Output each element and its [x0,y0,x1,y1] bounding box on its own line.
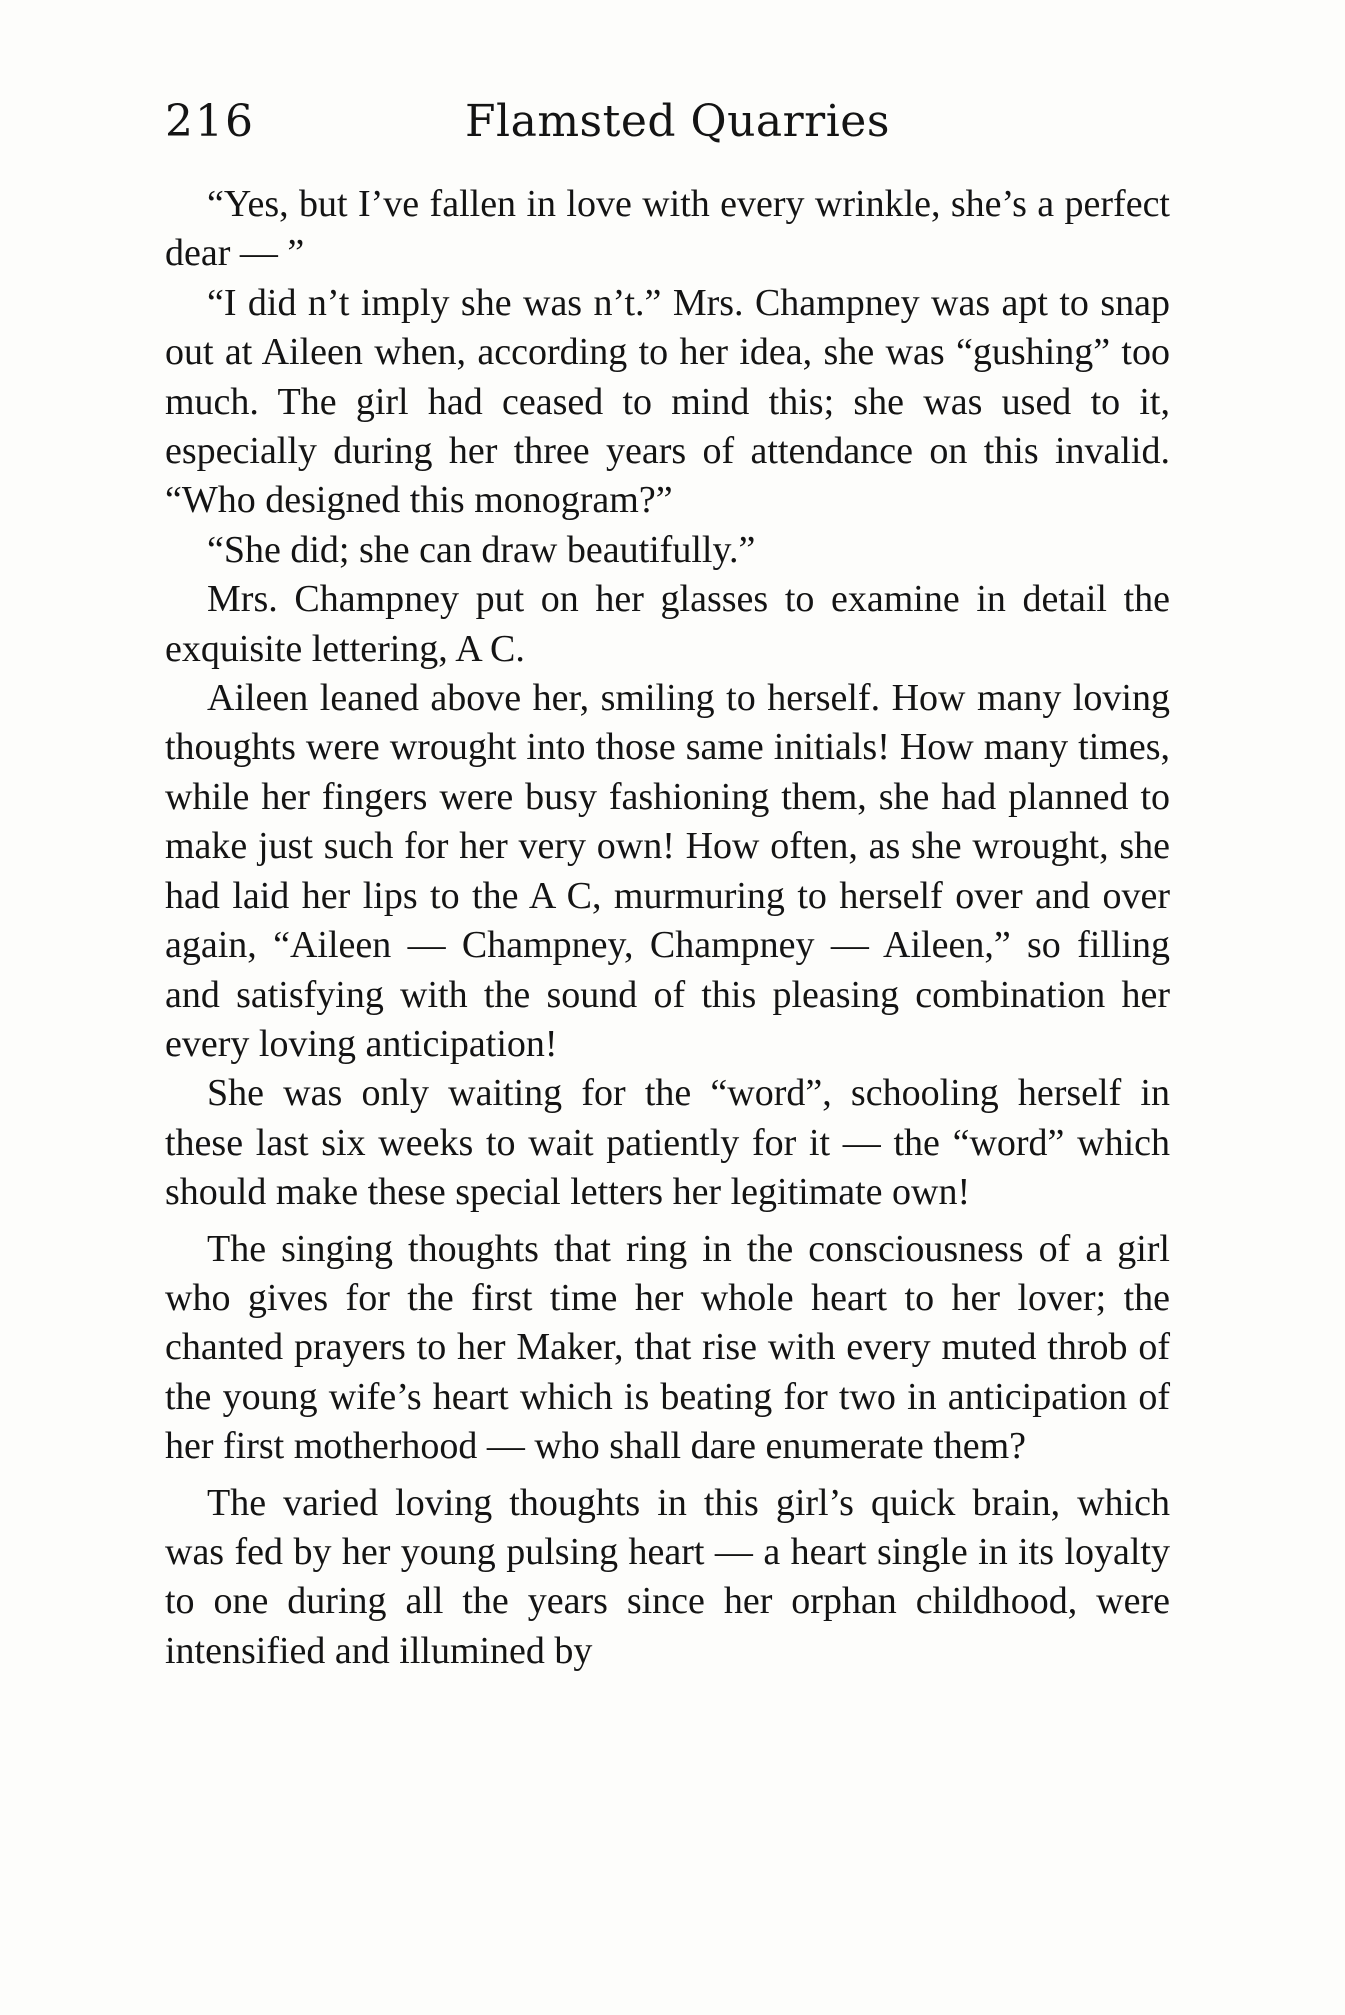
paragraph: Mrs. Champney put on her glasses to examine in detail the exquisite lettering, A C. [165,578,1170,670]
paragraph: The varied loving thoughts in this girl’s quick brain, which was fed by her young pulsing heart — a heart single in its loyalty to one during all the years since her orphan childhood, were intensified and illumined by [165,1481,1170,1672]
body-text [165,180,1170,1676]
running-title: Flamsted Quarries [465,96,890,147]
paragraph: “I did n’t imply she was n’t.” Mrs. Champney was apt to snap out at Aileen when, according to her idea, she was “gushing” too much. The girl had ceased to mind this; she was used to it, especially during her three years of attendance on this invalid. “Who designed this monogram?” [165,281,1170,522]
paragraph: “Yes, but I’ve fallen in love with every wrinkle, she’s a perfect dear — ” [165,183,1170,275]
paragraph: The singing thoughts that ring in the consciousness of a girl who gives for the first time her whole heart to her lover; the chanted prayers to her Maker, that rise with every muted throb of the young wife’s heart which is beating for two in anticipation of her first motherhood — who shall dare enumerate them? [165,1227,1170,1468]
page-number: 216 [165,96,255,147]
paragraph: “She did; she can draw beautifully.” [207,528,756,571]
paragraph: Aileen leaned above her, smiling to herself. How many loving thoughts were wrought into those same initials! How many times, while her fingers were busy fashioning them, she had planned to make just such for her very own! How often, as she wrought, she had laid her lips to the A C, murmuring to herself over and over again, “Aileen — Champney, Champney — Aileen,” so filling and satisfying with the sound of this pleasing combination her every loving anticipation! [165,677,1170,1065]
paragraph: She was only waiting for the “word”, schooling herself in these last six weeks to wait patiently for it — the “word” which should make these special letters her legitimate own! [165,1072,1170,1214]
page-header [165,96,1165,156]
